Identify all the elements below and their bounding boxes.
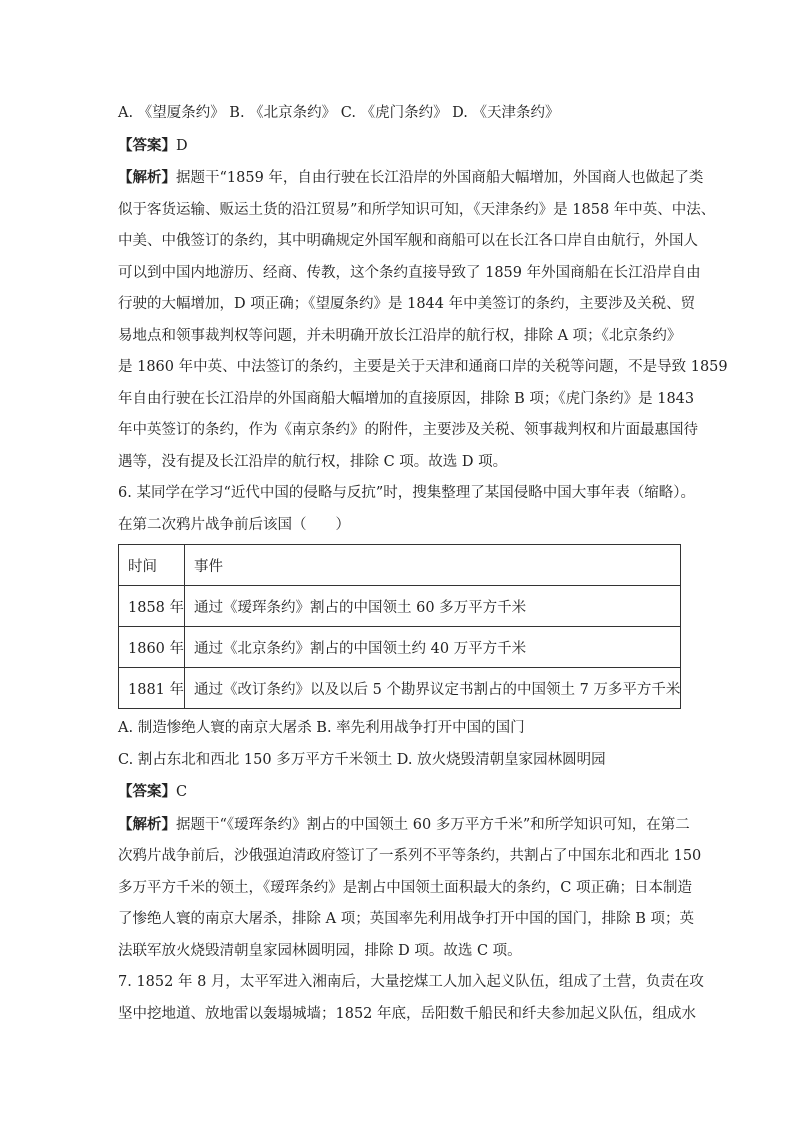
q5-analysis-line: 年中英签订的条约，作为《南京条约》的附件，主要涉及关税、领事裁判权和片面最惠国待 xyxy=(118,422,698,438)
q6-stem-line: 在第二次鸦片战争前后该国（ ） xyxy=(118,516,350,533)
answer-tag: 【答案】 xyxy=(118,136,176,154)
cell-event: 通过《北京条约》割占的中国领土约 40 万平方千米 xyxy=(185,627,681,668)
q5-analysis-line: 中美、中俄签订的条约，其中明确规定外国军舰和商船可以在长江各口岸自由航行，外国人 xyxy=(118,233,698,249)
document-page xyxy=(118,98,728,1030)
q5-options: A. 《望厦条约》 B. 《北京条约》 C. 《虎门条约》 D. 《天津条约》 xyxy=(118,105,560,121)
analysis-tag: 【解析】 xyxy=(118,169,176,186)
q5-analysis-line: 行驶的大幅增加，D 项正确；《望厦条约》是 1844 年中美签订的条约，主要涉及关税、贸 xyxy=(118,296,696,312)
table-row xyxy=(119,586,681,627)
cell-time: 1860 年 xyxy=(119,627,185,668)
q5-analysis-line: 易地点和领事裁判权等问题，并未明确开放长江沿岸的航行权，排除 A 项；《北京条约》 xyxy=(118,327,682,344)
cell-event: 通过《瑷珲条约》割占的中国领土 60 多万平方千米 xyxy=(185,586,681,627)
q7-stem-line: 坚中挖地道、放地雷以轰塌城墙；1852 年底，岳阳数千船民和纤夫参加起义队伍，组成水 xyxy=(118,1005,697,1022)
answer-value: D xyxy=(176,137,188,154)
q7-stem-line: 7. 1852 年 8 月，太平军进入湘南后，大量挖煤工人加入起义队伍，组成了土营，负责在攻 xyxy=(118,974,704,990)
answer-tag: 【答案】 xyxy=(118,783,176,800)
q6-analysis-line: 了惨绝人寰的南京大屠杀，排除 A 项；英国率先利用战争打开中国的国门，排除 B 项；英 xyxy=(118,911,695,927)
answer-value: C xyxy=(176,784,188,800)
q5-analysis-line: 似于客货运输、贩运土货的沿江贸易”和所学知识可知，《天津条约》是 1858 年中英、中法、 xyxy=(118,201,716,218)
q5-analysis-line: 遇等，没有提及长江沿岸的航行权，排除 C 项。故选 D 项。 xyxy=(118,453,508,470)
header-cell-event: 事件 xyxy=(185,545,681,586)
cell-time: 1858 年 xyxy=(119,586,185,627)
q6-answer xyxy=(118,776,680,809)
table-header-row xyxy=(119,545,681,586)
analysis-tag: 【解析】 xyxy=(118,815,176,833)
q6-option-line: A. 制造惨绝人寰的南京大屠杀 B. 率先利用战争打开中国的国门 xyxy=(118,720,525,736)
q6-analysis-line: 多万平方千米的领土，《瑷珲条约》是割占中国领土面积最大的条约，C 项正确；日本制造 xyxy=(118,879,692,896)
q5-analysis-line: 年自由行驶在长江沿岸的外国商船大幅增加的直接原因，排除 B 项；《虎门条约》是 1843 xyxy=(118,390,695,407)
cell-event: 通过《改订条约》以及以后 5 个勘界议定书割占的中国领土 7 万多平方千米 xyxy=(185,668,681,709)
q5-analysis-line: 是 1860 年中英、中法签订的条约，主要是关于天津和通商口岸的关税等问题，不是导致 1859 xyxy=(118,359,728,375)
q6-analysis-line: 次鸦片战争前后，沙俄强迫清政府签订了一系列不平等条约，共割占了中国东北和西北 150 xyxy=(118,848,702,864)
cell-time: 1881 年 xyxy=(119,668,185,709)
header-cell-time: 时间 xyxy=(119,545,185,586)
events-table xyxy=(118,544,681,709)
q5-analysis-line: 【解析】据题干“1859 年，自由行驶在长江沿岸的外国商船大幅增加，外国商人也做起了类 xyxy=(118,169,704,186)
q6-analysis-line: 【解析】据题干“《瑷珲条约》割占的中国领土 60 多万平方千米”和所学知识可知，在第二 xyxy=(118,815,690,833)
table-row xyxy=(119,627,681,668)
q6-option-line: C. 割占东北和西北 150 多万平方千米领土 D. 放火烧毁清朝皇家园林圆明园 xyxy=(118,751,606,768)
q6-stem-line: 6. 某同学在学习“近代中国的侵略与反抗”时，搜集整理了某国侵略中国大事年表（缩略）。 xyxy=(118,485,696,501)
table-row xyxy=(119,668,681,709)
q5-answer xyxy=(118,130,680,163)
q6-analysis-line: 法联军放火烧毁清朝皇家园林圆明园，排除 D 项。故选 C 项。 xyxy=(118,942,522,959)
q5-analysis-line: 可以到中国内地游历、经商、传教，这个条约直接导致了 1859 年外国商船在长江沿岸自由 xyxy=(118,264,701,281)
